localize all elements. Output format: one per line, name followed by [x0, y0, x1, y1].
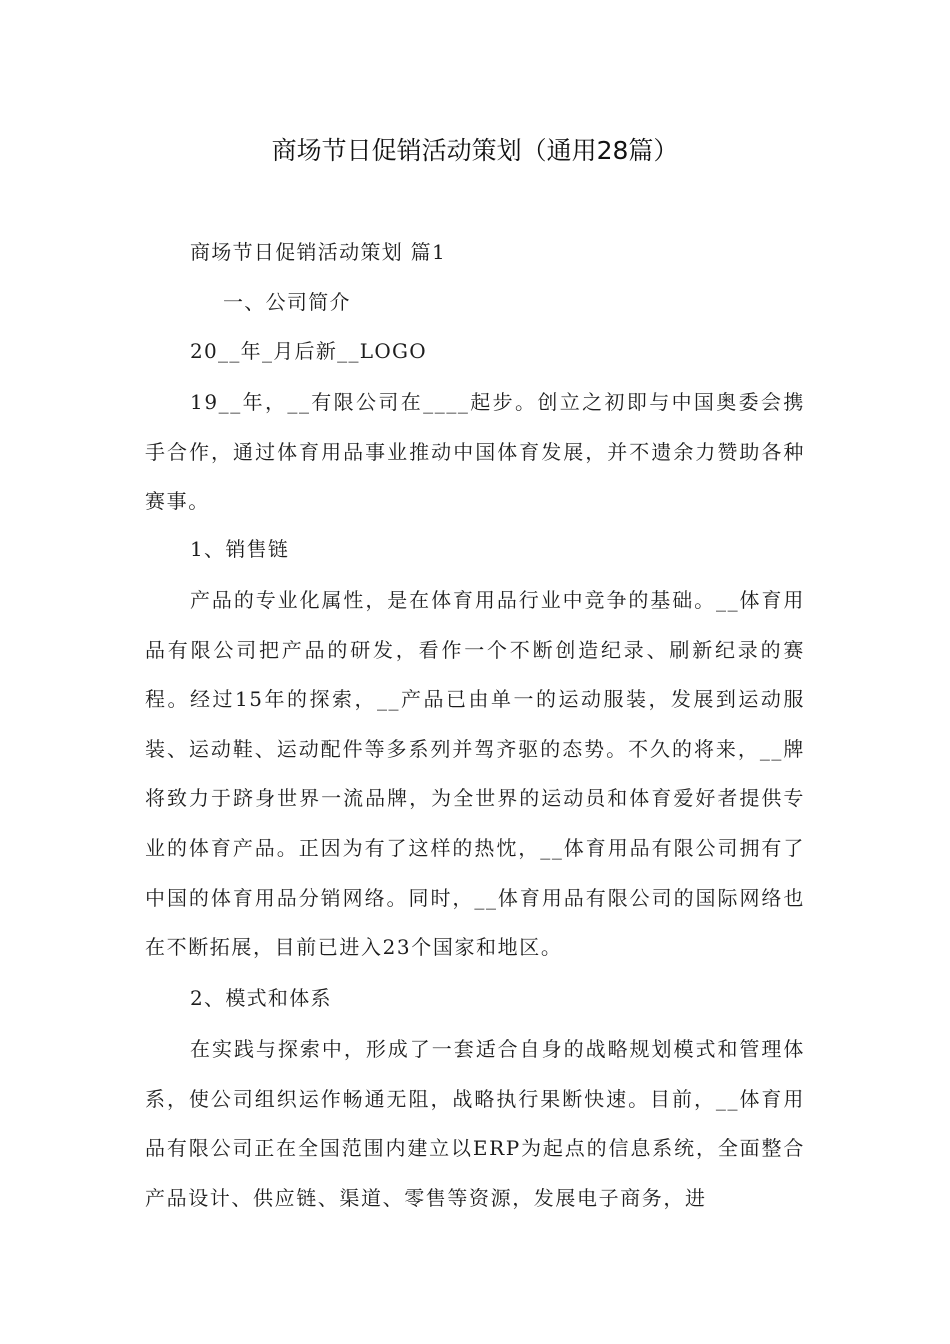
- document-title: 商场节日促销活动策划（通用28篇）: [271, 136, 679, 165]
- logo-line: 20__年_月后新__LOGO: [190, 339, 427, 363]
- item-2-paragraph: 在实践与探索中，形成了一套适合自身的战略规划模式和管理体系，使公司组织运作畅通无阻，战略执行果断快速。目前，__体育用品有限公司正在全国范围内建立以ERP为起点的信息系统，全面整合产品设计、供应链、渠道、零售等资源，发展电子商务，进: [145, 1037, 805, 1210]
- intro-paragraph: 19__年，__有限公司在____起步。创立之初即与中国奥委会携手合作，通过体育用品事业推动中国体育发展，并不遗余力赞助各种赛事。: [145, 390, 805, 514]
- item-2-heading: 2、模式和体系: [190, 986, 332, 1010]
- item-1-heading: 1、销售链: [190, 537, 290, 561]
- item-1-paragraph: 产品的专业化属性，是在体育用品行业中竞争的基础。__体育用品有限公司把产品的研发，看作一个不断创造纪录、刷新纪录的赛程。经过15年的探索，__产品已由单一的运动服装，发展到运动服装、运动鞋、运动配件等多系列并驾齐驱的态势。不久的将来，__牌将致力于跻身世界一流品牌，为全世界的运动员和体育爱好者提供专业的体育产品。正因为有了这样的热忱，__体育用品有限公司拥有了中国的体育用品分销网络。同时，__体育用品有限公司的国际网络也在不断拓展，目前已进入23个国家和地区。: [145, 588, 805, 960]
- section-heading: 商场节日促销活动策划 篇1: [190, 240, 446, 264]
- sub-heading-company-intro: 一、公司简介: [223, 290, 351, 314]
